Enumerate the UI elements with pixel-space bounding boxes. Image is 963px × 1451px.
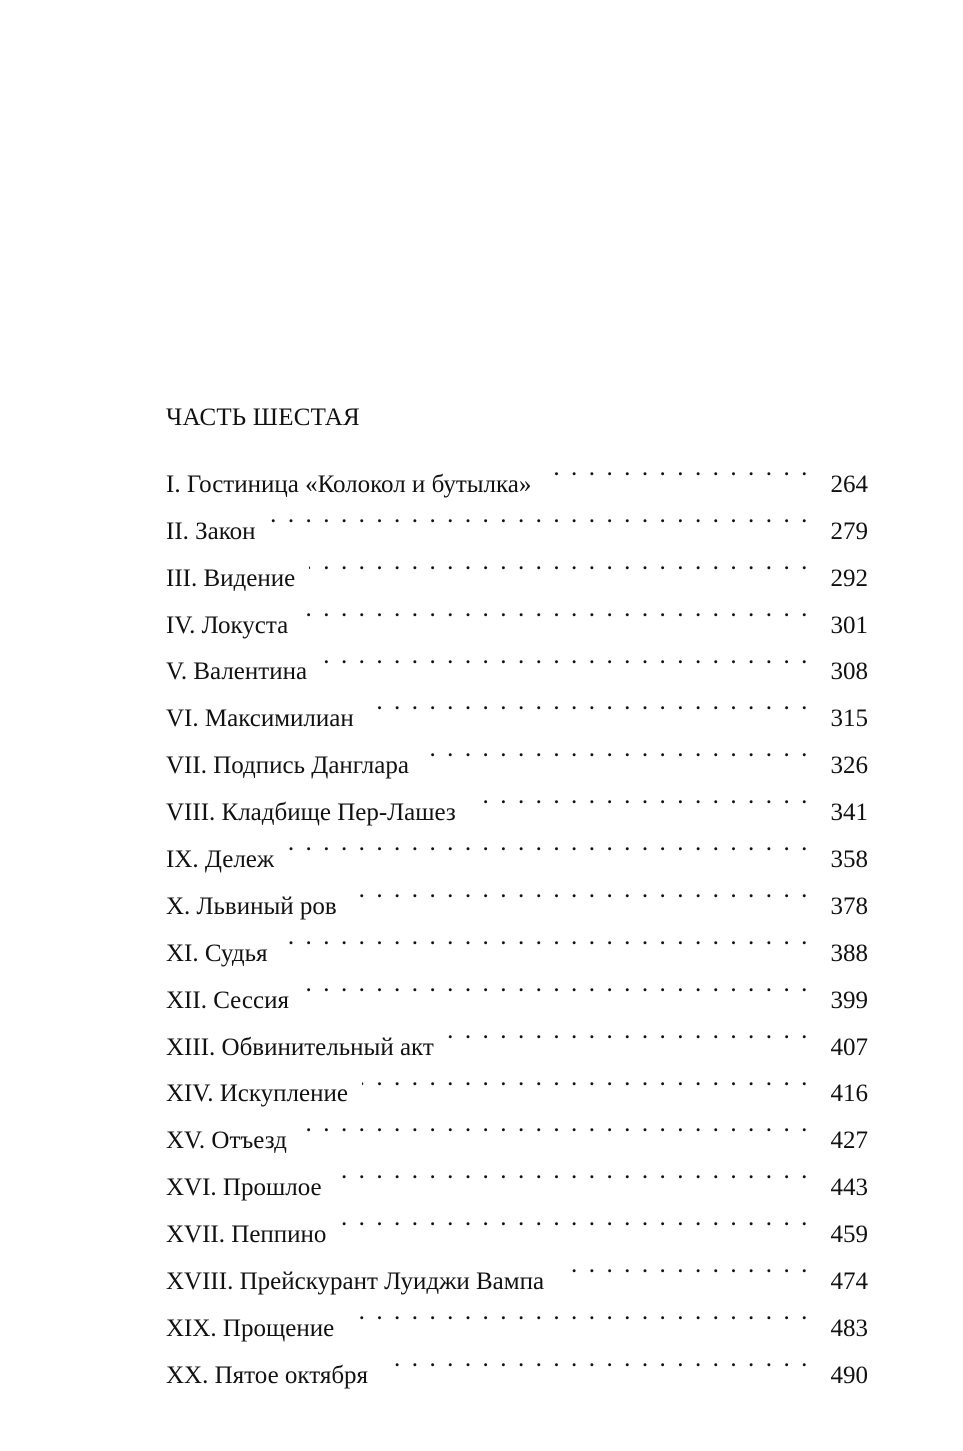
- part-title: ЧАСТЬ ШЕСТАЯ: [166, 404, 360, 431]
- chapter-title: XI. Судья: [166, 939, 268, 967]
- chapter-title: IX. Дележ: [166, 846, 275, 874]
- page-number: 416: [830, 1080, 868, 1108]
- page-number: 378: [830, 892, 868, 920]
- dot-leader: [288, 820, 810, 867]
- dot-leader: [340, 1195, 810, 1242]
- page-number: 315: [830, 705, 868, 733]
- page-number: 301: [830, 611, 868, 639]
- page-number: 388: [830, 939, 868, 967]
- chapter-title: V. Валентина: [166, 658, 308, 686]
- dot-leader: [301, 1101, 810, 1148]
- chapter-title: XVI. Прошлое: [166, 1174, 322, 1202]
- toc-entry: [166, 492, 868, 545]
- dot-leader: [545, 445, 810, 492]
- chapter-title: VI. Максимилиан: [166, 705, 354, 733]
- chapter-title: VII. Подпись Данглара: [166, 752, 409, 780]
- chapter-title: II. Закон: [166, 517, 256, 545]
- chapter-title: IV. Локуста: [166, 611, 289, 639]
- page-number: 308: [830, 658, 868, 686]
- chapter-title: XIII. Обвинительный акт: [166, 1033, 434, 1061]
- page-number: 399: [830, 986, 868, 1014]
- dot-leader: [302, 586, 810, 633]
- dot-leader: [336, 1148, 810, 1195]
- chapter-title: X. Львиный ров: [166, 892, 337, 920]
- page-number: 407: [830, 1033, 868, 1061]
- page-number: 490: [830, 1361, 868, 1389]
- chapter-title: I. Гостиница «Колокол и бутылка»: [166, 470, 532, 498]
- page-number: 279: [830, 517, 868, 545]
- table-of-contents: [166, 398, 868, 1389]
- dot-leader: [351, 867, 810, 914]
- chapter-title: VIII. Кладбище Пер-Лашез: [166, 799, 456, 827]
- toc-entry: [166, 539, 868, 592]
- dot-leader: [423, 726, 810, 773]
- toc-entry: [166, 445, 868, 498]
- dot-leader: [270, 492, 810, 539]
- page-number: 292: [830, 564, 868, 592]
- dot-leader: [368, 679, 810, 726]
- chapter-title: XX. Пятое октября: [166, 1361, 369, 1389]
- page-number: 427: [830, 1127, 868, 1155]
- dot-leader: [448, 1008, 810, 1055]
- chapter-title: XV. Отъезд: [166, 1127, 287, 1155]
- page-number: 483: [830, 1314, 868, 1342]
- dot-leader: [470, 773, 810, 820]
- chapter-list: [166, 445, 868, 1389]
- page-number: 443: [830, 1174, 868, 1202]
- chapter-title: XIV. Искупление: [166, 1080, 348, 1108]
- chapter-title: III. Видение: [166, 564, 296, 592]
- dot-leader: [348, 1289, 810, 1336]
- chapter-title: XII. Сессия: [166, 986, 289, 1014]
- chapter-title: XVIII. Прейскурант Луиджи Вампа: [166, 1268, 545, 1296]
- dot-leader: [321, 633, 810, 680]
- page-number: 474: [830, 1268, 868, 1296]
- page-number: 341: [830, 799, 868, 827]
- dot-leader: [281, 914, 810, 961]
- dot-leader: [303, 961, 810, 1008]
- page-number: 264: [830, 470, 868, 498]
- page-number: 358: [830, 846, 868, 874]
- dot-leader: [382, 1336, 810, 1383]
- page-number: 459: [830, 1221, 868, 1249]
- dot-leader: [362, 1055, 810, 1102]
- chapter-title: XIX. Прощение: [166, 1314, 335, 1342]
- page-number: 326: [830, 752, 868, 780]
- chapter-title: XVII. Пеппино: [166, 1221, 327, 1249]
- dot-leader: [558, 1242, 810, 1289]
- dot-leader: [309, 539, 810, 586]
